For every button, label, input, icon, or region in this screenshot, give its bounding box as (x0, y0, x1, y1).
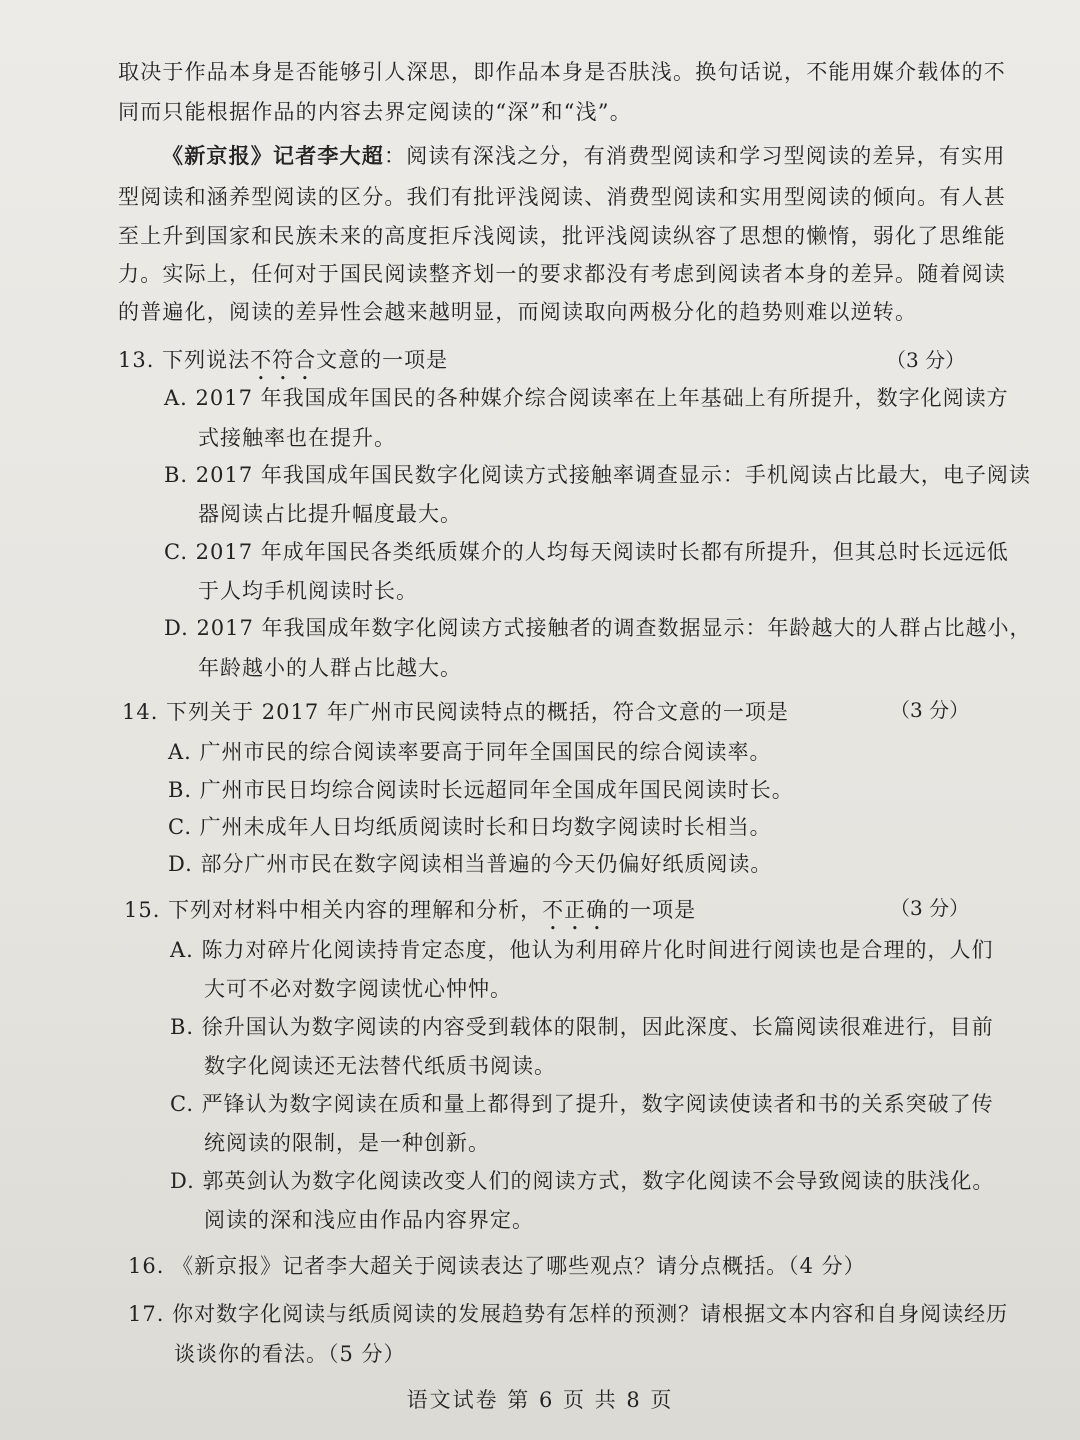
passage-line: 的普遍化，阅读的差异性会越来越明显，而阅读取向两极分化的趋势则难以逆转。 (118, 300, 918, 324)
passage-text: ：阅读有深浅之分，有消费型阅读和学习型阅读的差异，有实用 (384, 144, 1006, 168)
score-label: （3 分） (890, 698, 970, 722)
speaker-name: 《新京报》记者李大超 (162, 143, 384, 168)
option-b: B. 徐升国认为数字阅读的内容受到载体的限制，因此深度、长篇阅读很难进行，目前 (170, 1015, 994, 1039)
passage-line: 同而只能根据作品的内容去界定阅读的“深”和“浅”。 (118, 100, 632, 124)
option-a-cont: 大可不必对数字阅读忧心忡忡。 (204, 977, 512, 1001)
option-d: D. 2017 年我国成年数字化阅读方式接触者的调查数据显示：年龄越大的人群占比越小， (164, 616, 1032, 640)
stem-text: 15. 下列对材料中相关内容的理解和分析， (124, 898, 543, 922)
question-stem (124, 894, 696, 935)
passage-line (162, 140, 1006, 170)
option-d: D. 郭英剑认为数字化阅读改变人们的阅读方式，数字化阅读不会导致阅读的肤浅化。 (170, 1169, 995, 1193)
option-a: A. 陈力对碎片化阅读持肯定态度，他认为利用碎片化时间进行阅读也是合理的，人们 (170, 938, 994, 962)
option-a: A. 2017 年我国成年国民的各种媒介综合阅读率在上年基础上有所提升，数字化阅读方 (164, 386, 1009, 410)
question-16: 16. 《新京报》记者李大超关于阅读表达了哪些观点？请分点概括。（4 分） (128, 1254, 866, 1278)
option-b: B. 2017 年我国成年国民数字化阅读方式接触率调查显示：手机阅读占比最大，电子阅读 (164, 463, 1031, 487)
passage-line: 力。实际上，任何对于国民阅读整齐划一的要求都没有考虑到阅读者本身的差异。随着阅读 (118, 262, 1006, 286)
passage-line: 至上升到国家和民族未来的高度拒斥浅阅读，批评浅阅读纵容了思想的懒惰，弱化了思维能 (118, 224, 1006, 248)
score-label: （3 分） (886, 348, 966, 372)
emphasis-text: 不符合 (250, 348, 317, 372)
option-d-cont: 阅读的深和浅应由作品内容界定。 (204, 1208, 534, 1232)
option-c-cont: 统阅读的限制，是一种创新。 (204, 1131, 490, 1155)
question-stem: 17. 你对数字化阅读与纸质阅读的发展趋势有怎样的预测？请根据文本内容和自身阅读经历 (128, 1302, 1009, 1326)
option-a-cont: 式接触率也在提升。 (198, 426, 396, 450)
option-b-cont: 器阅读占比提升幅度最大。 (198, 502, 462, 526)
option-a: A. 广州市民的综合阅读率要高于同年全国国民的综合阅读率。 (168, 740, 772, 764)
emphasis-text: 不正确 (542, 898, 609, 922)
passage-line: 型阅读和涵养型阅读的区分。我们有批评浅阅读、消费型阅读和实用型阅读的倾向。有人甚 (118, 185, 1006, 209)
passage-line: 取决于作品本身是否能够引人深思，即作品本身是否肤浅。换句话说，不能用媒介载体的不 (118, 60, 1006, 84)
option-c: C. 广州未成年人日均纸质阅读时长和日均数字阅读时长相当。 (168, 815, 772, 839)
option-b-cont: 数字化阅读还无法替代纸质书阅读。 (204, 1054, 556, 1078)
option-b: B. 广州市民日均综合阅读时长远超同年全国成年国民阅读时长。 (168, 778, 794, 802)
page-footer: 语文试卷 第 6 页 共 8 页 (406, 1388, 674, 1412)
stem-text: 的一项是 (608, 898, 697, 922)
stem-text: 文意的一项是 (316, 348, 449, 372)
question-stem (118, 344, 448, 385)
question-stem: 14. 下列关于 2017 年广州市民阅读特点的概括，符合文意的一项是 (122, 700, 789, 724)
score-label: （3 分） (890, 896, 970, 920)
option-d: D. 部分广州市民在数字阅读相当普遍的今天仍偏好纸质阅读。 (168, 852, 773, 876)
option-c: C. 2017 年成年国民各类纸质媒介的人均每天阅读时长都有所提升，但其总时长远远低 (164, 540, 1009, 564)
option-c-cont: 于人均手机阅读时长。 (198, 579, 418, 603)
stem-text: 13. 下列说法 (118, 348, 251, 372)
question-stem-cont: 谈谈你的看法。（5 分） (174, 1342, 406, 1366)
option-d-cont: 年龄越小的人群占比越大。 (198, 656, 462, 680)
option-c: C. 严锋认为数字阅读在质和量上都得到了提升，数字阅读使读者和书的关系突破了传 (170, 1092, 994, 1116)
